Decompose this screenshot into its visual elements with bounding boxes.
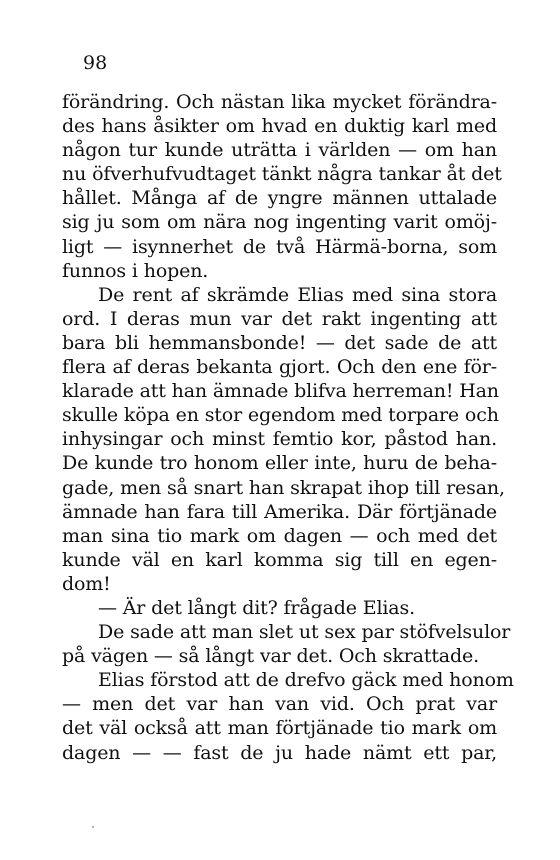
text-line: De rent af skrämde Elias med sina stora bbox=[98, 283, 497, 306]
text-line: dagen — — fast de ju hade nämt ett par, bbox=[62, 741, 497, 764]
text-line: ligt — isynnerhet de två Härmä-borna, som bbox=[62, 235, 497, 258]
text-line: gade, men så snart han skrapat ihop till resan, bbox=[62, 476, 505, 499]
text-line: De sade att man slet ut sex par stöfvelsulor bbox=[98, 621, 511, 644]
text-line: förändring. Och nästan lika mycket förändra- bbox=[62, 91, 497, 113]
body-text bbox=[62, 90, 514, 765]
text-line: hållet. Många af de yngre männen uttalade bbox=[62, 187, 497, 210]
text-line: nu öfverhufvudtaget tänkt några tankar åt det bbox=[62, 163, 502, 186]
paper-speck bbox=[92, 826, 94, 828]
text-line: bara bli hemmansbonde! — det sade de att bbox=[62, 331, 497, 354]
page-number: 98 bbox=[83, 52, 108, 74]
text-line: De kunde tro honom eller inte, huru de beha- bbox=[62, 452, 497, 475]
text-line: flera af deras bekanta gjort. Och den ene för- bbox=[62, 356, 497, 379]
text-line: skulle köpa en stor egendom med torpare och bbox=[62, 404, 499, 427]
text-line: Elias förstod att de drefvo gäck med honom bbox=[98, 669, 514, 692]
text-line: det väl också att man förtjänade tio mark om bbox=[62, 717, 497, 740]
text-line: inhysingar och minst femtio kor, påstod han. bbox=[62, 428, 497, 451]
text-line: kunde väl en karl komma sig till en egen- bbox=[62, 548, 497, 571]
text-line: des hans åsikter om hvad en duktig karl med bbox=[62, 115, 497, 138]
text-line: på vägen — så långt var det. Och skrattade. bbox=[62, 645, 479, 668]
text-line: funnos i hopen. bbox=[62, 259, 209, 282]
text-line: man sina tio mark om dagen — och med det bbox=[62, 524, 497, 547]
text-line: dom! bbox=[62, 572, 111, 595]
text-line: — Är det långt dit? frågade Elias. bbox=[98, 596, 415, 619]
text-line: sig ju som om nära nog ingenting varit omöj- bbox=[62, 211, 497, 234]
text-line: ämnade han fara till Amerika. Där förtjänade bbox=[62, 500, 497, 523]
text-line: ord. I deras mun var det rakt ingenting att bbox=[62, 307, 497, 330]
text-line: — men det var han van vid. Och prat var bbox=[62, 693, 497, 716]
text-line: någon tur kunde uträtta i världen — om han bbox=[62, 139, 497, 162]
text-line: klarade att han ämnade blifva herreman! Han bbox=[62, 380, 499, 403]
